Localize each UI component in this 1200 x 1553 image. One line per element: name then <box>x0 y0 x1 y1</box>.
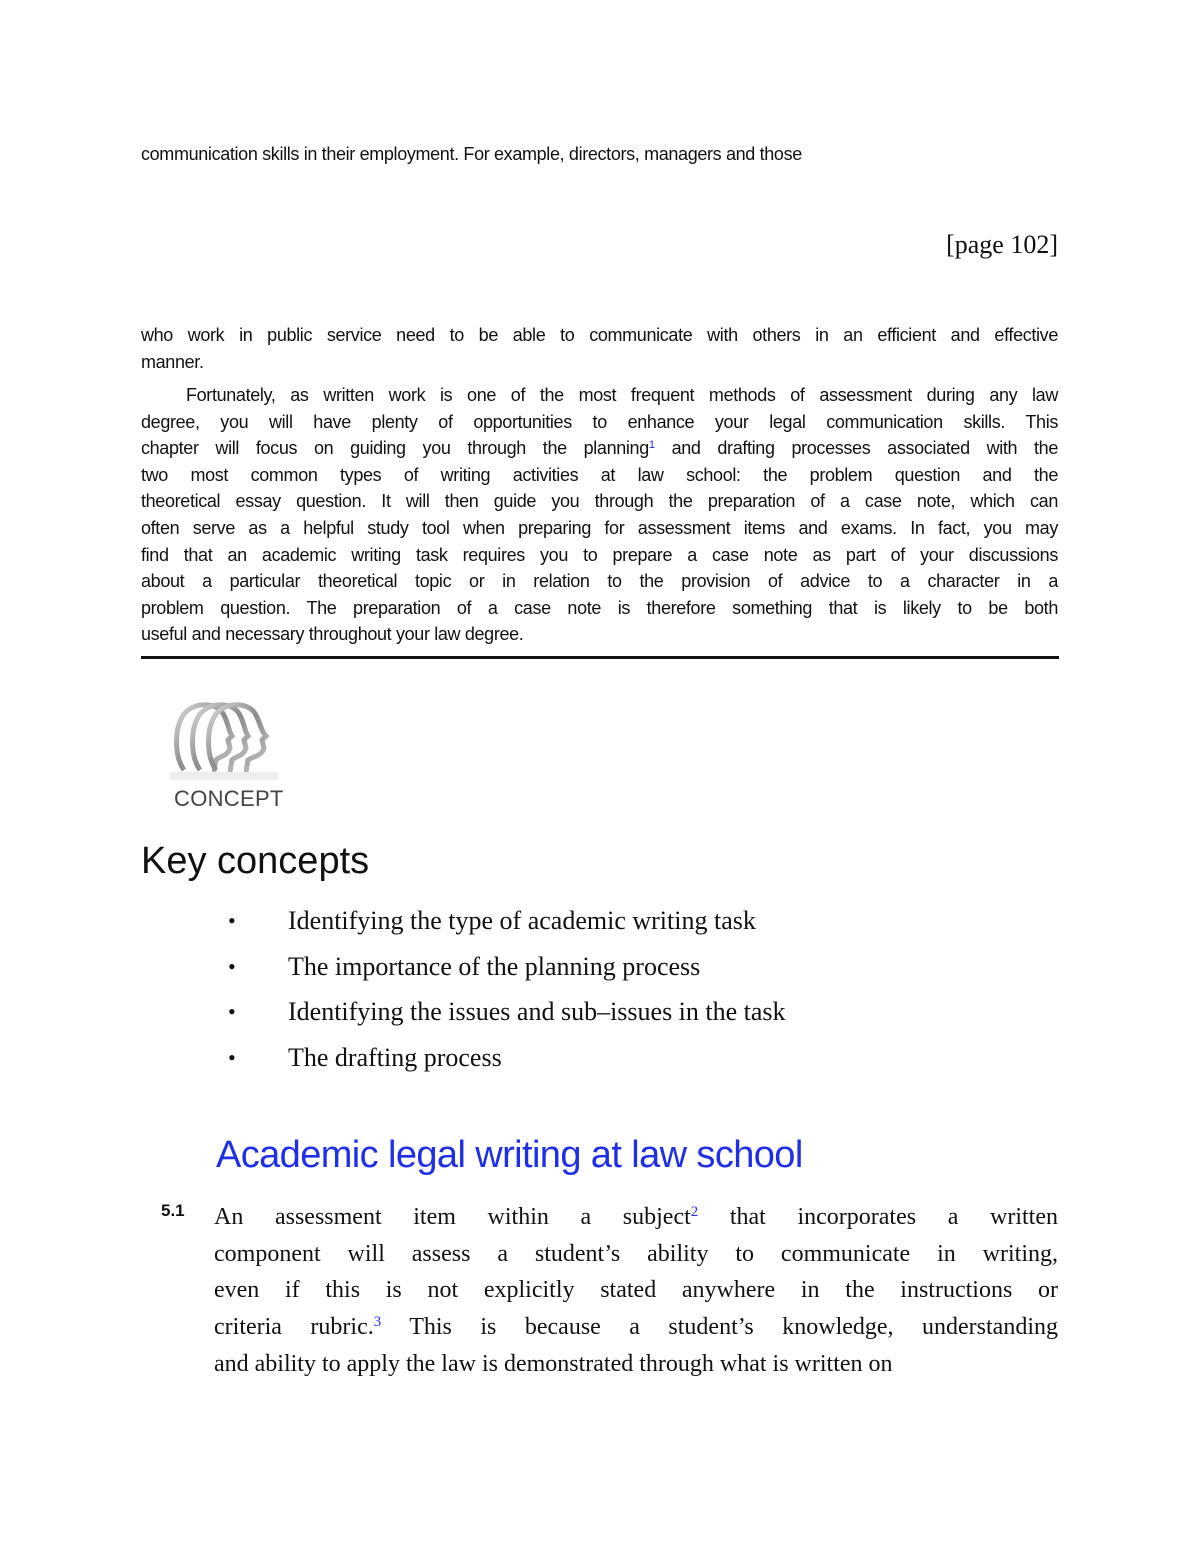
page-number-marker: [page 102] <box>946 230 1058 259</box>
text-segment: criteria rubric. <box>214 1314 374 1341</box>
list-item-text: The importance of the planning process <box>288 951 701 981</box>
text-line <box>214 1199 1058 1236</box>
key-concepts-list <box>228 898 786 1081</box>
text-line <box>141 349 1058 376</box>
key-concepts-heading: Key concepts <box>141 840 370 882</box>
text-line <box>214 1346 1058 1383</box>
paragraph-5-1 <box>214 1199 1058 1382</box>
paragraph-2 <box>141 382 1058 648</box>
list-item <box>228 944 786 990</box>
bullet-icon: • <box>228 908 236 933</box>
bullet-icon: • <box>228 999 236 1025</box>
text-line <box>141 488 1058 515</box>
list-item <box>228 1035 786 1081</box>
text-segment: two most common types of writing activities at law school: the problem question and the <box>141 464 1058 485</box>
text-line <box>141 595 1058 622</box>
text-line <box>141 515 1058 542</box>
text-segment: and drafting processes associated with the <box>654 438 1058 459</box>
text-line <box>141 322 1058 349</box>
heads-profile-icon <box>170 698 278 780</box>
list-item-text: The drafting process <box>288 1043 502 1073</box>
text-segment: component will assess a student’s ability to communicate in writing, <box>214 1240 1058 1267</box>
text-segment: chapter will focus on guiding you through the planning <box>141 438 649 459</box>
text-line <box>141 435 1058 462</box>
section-heading: Academic legal writing at law school <box>216 1134 803 1176</box>
text-line <box>214 1272 1058 1309</box>
text-line <box>141 621 1058 648</box>
text-line: communication skills in their employment. For example, directors, managers and those <box>141 144 802 164</box>
text-segment: who work in public service need to be able to communicate with others in an efficient and effective <box>141 325 1058 345</box>
bullet-icon: • <box>228 953 236 979</box>
footnote-link[interactable]: 1 <box>648 439 655 452</box>
text-segment: Fortunately, as written work is one of the most frequent methods of assessment during any law <box>186 385 1058 405</box>
list-item <box>228 989 786 1035</box>
text-segment: about a particular theoretical topic or in relation to the provision of advice to a character in a <box>141 571 1058 592</box>
text-segment: even if this is not explicitly stated anywhere in the instructions or <box>214 1277 1058 1304</box>
text-segment: degree, you will have plenty of opportunities to enhance your legal communication skills. This <box>141 411 1058 432</box>
text-segment: This is because a student’s knowledge, understanding <box>381 1314 1058 1341</box>
text-line <box>141 568 1058 595</box>
paragraph-1 <box>141 322 1058 375</box>
continued-text-line <box>141 141 1058 168</box>
text-line <box>141 542 1058 569</box>
list-item-text: Identifying the type of academic writing task <box>288 906 756 935</box>
text-segment: that incorporates a written <box>698 1204 1058 1230</box>
list-item <box>228 898 786 944</box>
concept-label: CONCEPT <box>174 786 284 811</box>
text-segment: theoretical essay question. It will then guide you through the preparation of a case note, which can <box>141 491 1058 512</box>
section-divider <box>141 656 1059 659</box>
bullet-icon: • <box>228 1045 236 1071</box>
text-line <box>141 462 1058 489</box>
text-segment: find that an academic writing task requires you to prepare a case note as part of your discussions <box>141 544 1058 565</box>
paragraph-number: 5.1 <box>161 1201 185 1220</box>
text-line <box>141 382 1058 409</box>
text-segment: and ability to apply the law is demonstrated through what is written on <box>214 1350 893 1377</box>
list-item-text: Identifying the issues and sub–issues in the task <box>288 997 786 1027</box>
text-segment: manner. <box>141 351 204 372</box>
footnote-link[interactable]: 2 <box>690 1203 699 1220</box>
text-segment: often serve as a helpful study tool when preparing for assessment items and exams. In fact, you may <box>141 517 1058 538</box>
text-line <box>214 1236 1058 1273</box>
text-line <box>141 409 1058 436</box>
text-segment: problem question. The preparation of a case note is therefore something that is likely to be both <box>141 597 1058 618</box>
text-segment: An assessment item within a subject <box>214 1204 691 1230</box>
text-segment: useful and necessary throughout your law degree. <box>141 624 524 645</box>
footnote-link[interactable]: 3 <box>373 1313 382 1330</box>
text-line <box>214 1309 1058 1346</box>
